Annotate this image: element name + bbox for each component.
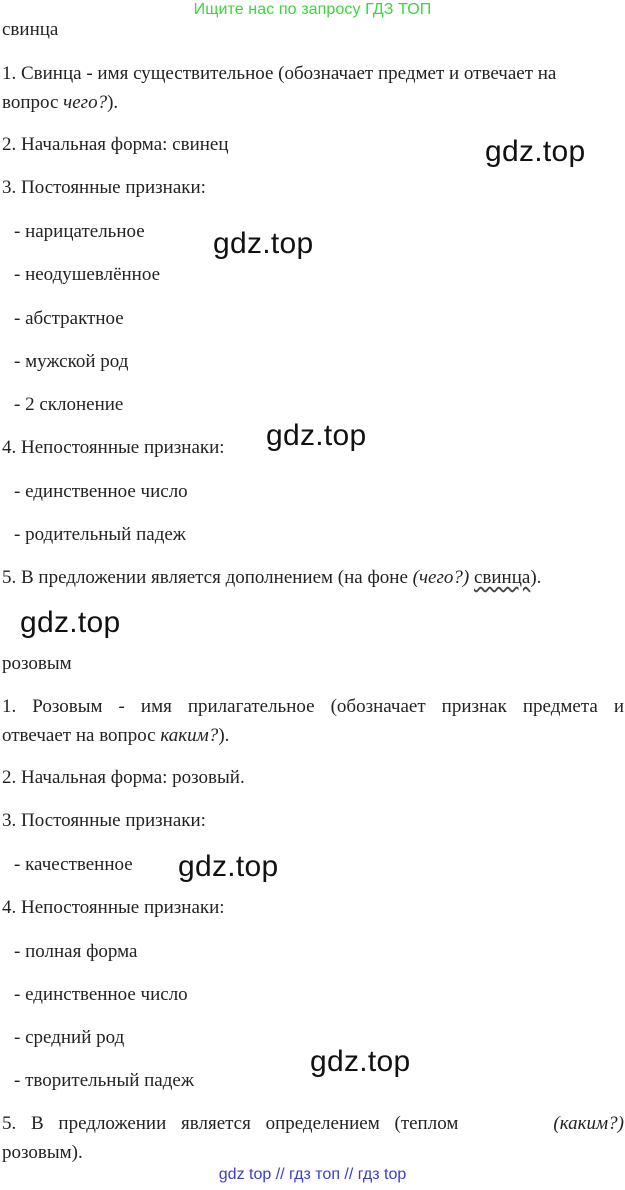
word1-point1-end: ). [107, 92, 119, 113]
word2-point2: 2. Начальная форма: розовый. [2, 767, 245, 788]
word1-var-0: - единственное число [14, 481, 188, 502]
word2-question: каким? [160, 725, 219, 746]
word2-point5-question: (каким?) [553, 1113, 624, 1134]
word1-question: чего? [63, 92, 108, 113]
watermark-4: gdz.top [20, 606, 121, 639]
watermark-1: gdz.top [485, 135, 586, 168]
word2-point5-line2 [2, 1139, 83, 1166]
word2-point1-end: ). [218, 725, 230, 746]
word1-point1-line1: 1. Свинца - имя существительное (обозначает предмет и отвечает на [2, 63, 557, 84]
word1-point1-line2 [2, 89, 118, 116]
word1-const-4: - 2 склонение [14, 394, 124, 415]
word1-point5-text: 5. В предложении является дополнением (на фоне [2, 567, 413, 588]
word2-var-1: - единственное число [14, 984, 188, 1005]
word2-point5-line1 [2, 1110, 624, 1137]
word1-var-1: - родительный падеж [14, 524, 186, 545]
word2-point5-text: 5. В предложении является определением (теплом [2, 1113, 474, 1134]
word1-const-3: - мужской род [14, 351, 129, 372]
word1-const-2: - абстрактное [14, 308, 124, 329]
word1-point2: 2. Начальная форма: свинец [2, 134, 229, 155]
word1-point5-end: ). [530, 567, 542, 588]
word1-const-0: - нарицательное [14, 221, 145, 242]
search-hint-banner: Ищите нас по запросу ГДЗ ТОП [193, 1, 432, 18]
word2-point5-word: розовым [2, 1142, 72, 1163]
word1-const-1: - неодушевлённое [14, 264, 160, 285]
word2-point1-text: отвечает на вопрос [2, 725, 161, 746]
footer-tags: gdz top // гдз топ // гдз top [218, 1166, 407, 1183]
word2-var-2: - средний род [14, 1027, 125, 1048]
word1-title: свинца [2, 19, 59, 40]
word1-point5 [2, 564, 541, 591]
watermark-5: gdz.top [178, 850, 279, 883]
word2-point3: 3. Постоянные признаки: [2, 810, 206, 831]
word2-const-0: - качественное [14, 854, 133, 875]
word2-point1-line1: 1. Розовым - имя прилагательное (обозначает признак предмета и [2, 696, 624, 717]
word2-var-0: - полная форма [14, 941, 138, 962]
word2-point5-end: ). [71, 1142, 83, 1163]
word1-point5-question: (чего?) [412, 567, 470, 588]
watermark-6: gdz.top [310, 1045, 411, 1078]
word1-point1-text: вопрос [2, 92, 64, 113]
word2-title: розовым [2, 653, 72, 674]
word2-point4: 4. Непостоянные признаки: [2, 897, 225, 918]
word1-point5-word: свинца [473, 567, 531, 588]
watermark-3: gdz.top [266, 419, 367, 452]
word1-point4: 4. Непостоянные признаки: [2, 437, 225, 458]
word2-point1-line2 [2, 722, 229, 749]
word1-point3: 3. Постоянные признаки: [2, 177, 206, 198]
word2-var-3: - творительный падеж [14, 1070, 194, 1091]
watermark-2: gdz.top [213, 227, 314, 260]
